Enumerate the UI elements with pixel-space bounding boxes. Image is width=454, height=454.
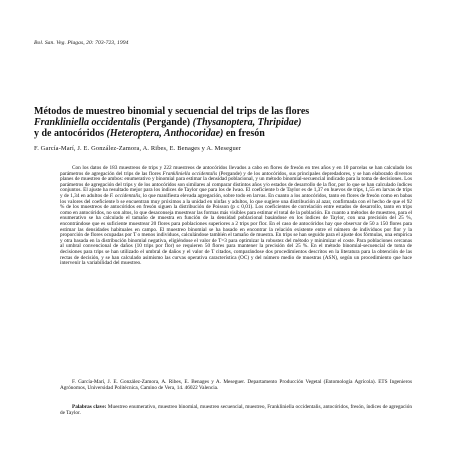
keywords-paragraph [60,405,412,416]
abstract-text-3: , lo que manifiesta elevada agregación, sobre todo en larvas. En cuanto a los antocóridos, tanto en flores de fresón como en babas los valores del coeficiente b se encuentran muy próximos a la unidad en ninfas y adultos, lo que sugiere una distribución al azar, confirmada con el hecho de que el 92 % de los muestreos de antocóridos en fresón siguen la distribución de Poisson (p ≤ 0,01). Los coeficientes de correlación entre estados de desarrollo, tanto en trips como en antocóridos, no son altos, lo que desaconseja muestrear las formas más visibles para estimar el total de la población. En cuanto a métodos de muestreo, para el enumerativo se ha calculado el tamaño de muestra en función de la densidad poblacional basándose en los índices de Taylor, con una precisión del 25 %, encontrándose que es suficiente muestrear 20 flores para poblaciones superiores a 2 trips por flor. En el caso de antocóridos hay que observar de 50 a 150 flores para estimar las densidades habituales en campo. El muestreo binomial se ha basado en encontrar la relación existente entre el número de individuos por flor y la proporción de flores ocupadas por T o menos individuos, calculándose también el tamaño de muestra. En trips se han seguido para el ajuste dos fórmulas, una empírica y otra basada en la distribución binomial negativa, eligiéndose el valor de T=3 para optimizar la robustez del método y minimizar el coste. Para poblaciones cercanas al umbral convencional de daños (10 trips por flor) se requieren 50 flores para mantener la precisión del 25 %. En el método binomial-secuencial de toma de decisiones para trips se han utilizado el umbral de daños y el valor de T citados, comparándose dos procedimientos descritos en la literatura para la obtención de las rectas de decisión, y se han calculado asimismo las curvas operativa característica (OC) y del número medio de muestras (ASN), según un procedimiento que hace intervenir la variabilidad del muestreo. [60,192,412,267]
title-line-3-prefix: y de antocóridos [34,128,107,140]
author-list: F. García-Marí, J. E. González-Zamora, A. Ribes, E. Benages y A. Meseguer [34,145,242,152]
title-order-secondary: (Heteroptera, Anthocoridae) [106,128,224,140]
abstract-species-1: Frankliniella occidentalis [162,170,218,177]
title-line-3-suffix: en fresón [223,128,265,140]
title-species-author: (Pergande) [140,117,193,129]
title-order-main: (Thysanoptera, Thripidae) [192,117,302,129]
abstract-text-1: Con los datos de 183 muestreos de trips y 222 muestreos de antocóridos llevados a cabo en flores de fresón en tres años y en 10 parcelas se han calculado los parámetros de agregación del trips de las flores [60,165,412,177]
abstract-paragraph [60,166,412,267]
abstract-text-2: (Pergande) y de los antocóridos, sus principales depredadores, y se han elaborado diversos planes de muestreo de ambos: enumerativo y binomial para estimar la densidad poblacional, y un método binomial-secuencial indicado para la toma de decisiones. Los parámetros de agregación del trips y de los antocóridos son similares al comparar distintos años y/o estados de desarrollo de la flor, por lo que se han calculado índices conjuntos. El ajuste ha resultado mejor para los índices de Taylor que para los de Iwao. El coeficiente b de Taylor es de 1,37 en huevos de trips, 1,55 en larvas de trips y de 1,34 en adultos de [60,170,413,199]
author-affiliation: F. García-Marí, J. E. González-Zamora, A. Ribes, E. Benages y A. Meseguer. Departamento Producción Vegetal (Entomología Agrícola). ETS Ingenieros Agrónomos, Universidad Politécnica, Camino de Vera, 14. 46022 Valencia. [60,379,412,391]
title-line-1: Métodos de muestreo binomial y secuencial del trips de las flores [34,106,310,117]
title-species-name: Frankliniella occidentalis [34,117,141,129]
journal-reference: Bol. San. Veg. Plagas, 20: 703-723, 1994 [34,40,129,46]
article-title [34,106,434,140]
keywords-label: Palabras clave: [72,404,107,410]
keywords-text: Muestreo enumerativo, muestreo binomial, muestreo secuencial, muestreo, Frankliniella occidentalis, antocóridos, fresón, índices de agregación de Taylor. [60,404,413,416]
abstract-species-2: F. occidentalis [109,192,141,199]
